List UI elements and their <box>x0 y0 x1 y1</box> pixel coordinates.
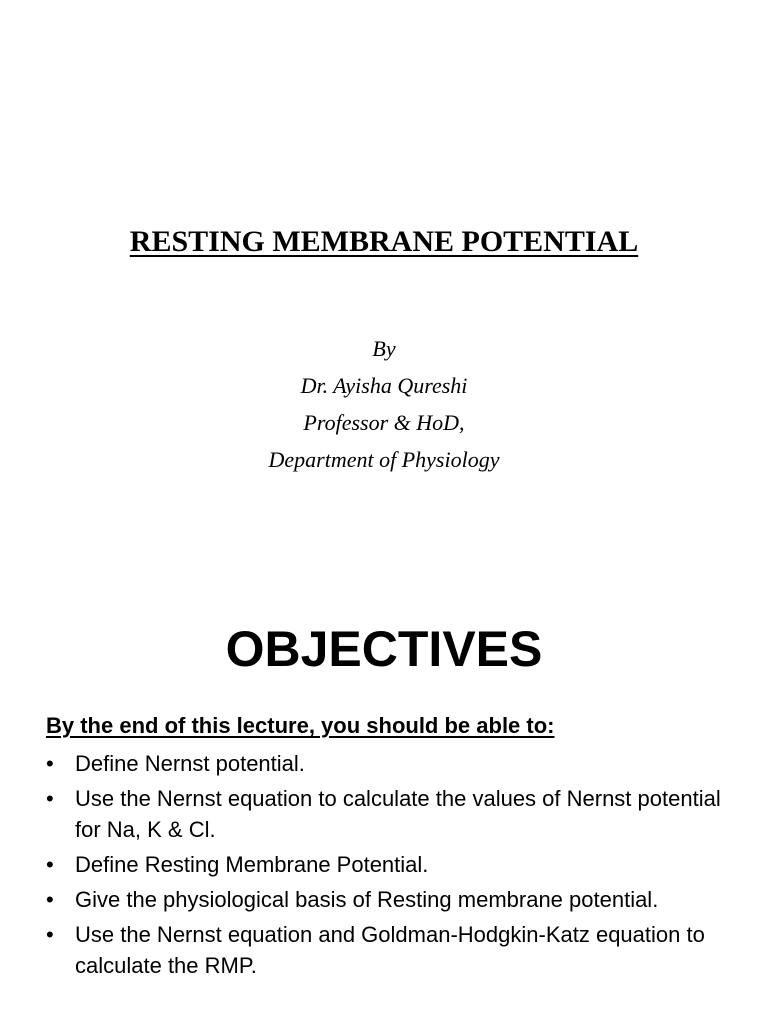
author-name: Dr. Ayisha Qureshi <box>300 373 468 398</box>
bullet-icon: • <box>46 922 54 947</box>
list-item <box>46 919 746 981</box>
lecture-title: RESTING MEMBRANE POTENTIAL <box>129 225 639 258</box>
objectives-title: OBJECTIVES <box>225 621 543 677</box>
author-position: Professor & HoD, <box>303 410 465 435</box>
author-department: Department of Physiology <box>268 447 500 472</box>
list-item <box>46 884 746 915</box>
list-item <box>46 748 746 779</box>
by-label: By <box>372 336 396 361</box>
objectives-list <box>46 748 746 985</box>
byline <box>0 330 768 478</box>
objective-text: Define Nernst potential. <box>75 751 305 776</box>
bullet-icon: • <box>46 887 54 912</box>
objective-text: Define Resting Membrane Potential. <box>75 852 429 877</box>
bullet-icon: • <box>46 786 54 811</box>
objectives-slide <box>0 590 768 1024</box>
bullet-icon: • <box>46 852 54 877</box>
objective-text: Use the Nernst equation and Goldman-Hodgkin-Katz equation to calculate the RMP. <box>75 922 705 978</box>
bullet-icon: • <box>46 751 54 776</box>
list-item <box>46 783 746 845</box>
objective-text: Use the Nernst equation to calculate the values of Nernst potential for Na, K & Cl. <box>75 786 721 842</box>
objectives-intro: By the end of this lecture, you should be able to: <box>46 713 555 738</box>
objective-text: Give the physiological basis of Resting membrane potential. <box>75 887 659 912</box>
list-item <box>46 849 746 880</box>
